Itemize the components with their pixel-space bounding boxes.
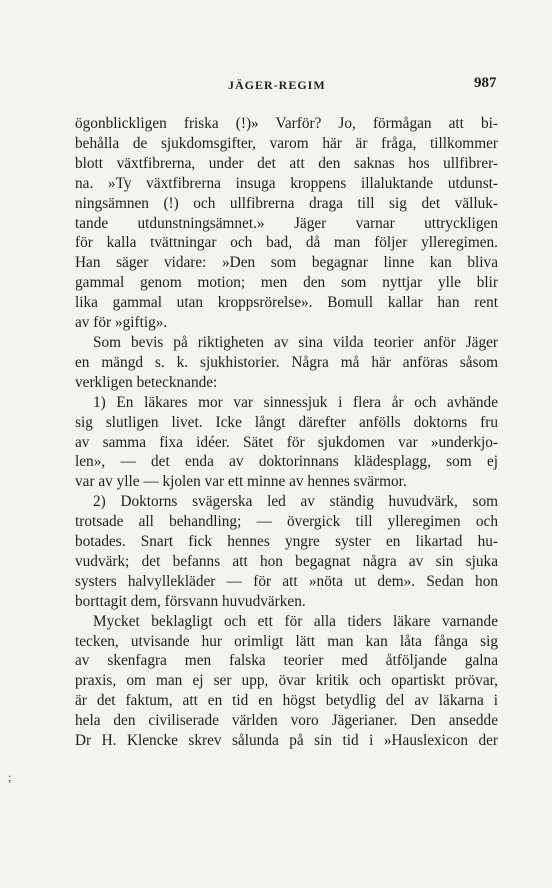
text-line: av samma fixa idéer. Sätet för sjukdomen var »underkjo- — [75, 433, 498, 451]
body-text — [75, 114, 498, 751]
text-line: vudvärk; det befanns att hon begagnat några av sin sjuka — [75, 552, 498, 570]
text-line: Som bevis på riktigheten av sina vilda teorier anför Jäger — [93, 333, 498, 351]
text-line: systers halvyllekläder — för att »nöta ut dem». Sedan hon — [75, 572, 498, 590]
text-line: sig slutligen livet. Icke långt därefter anfölls doktorns fru — [75, 413, 498, 431]
text-line: för kalla tvättningar och bad, då man följer ylleregimen. — [75, 234, 498, 252]
margin-mark: ; — [8, 770, 12, 784]
text-line: av skenfagra men falska teorier med åtföljande galna — [75, 652, 498, 670]
text-line: na. »Ty växtfibrerna insuga kroppens illaluktande utdunst- — [75, 174, 498, 192]
text-line: var av ylle — kjolen var ett minne av hennes svärmor. — [75, 473, 407, 491]
text-line: verkligen betecknande: — [75, 373, 218, 391]
text-line: borttagit dem, försvann huvudvärken. — [75, 592, 306, 610]
text-line: tande utdunstningsämnet.» Jäger varnar uttryckligen — [75, 214, 498, 232]
text-line: trotsade all behandling; — övergick till ylleregimen och — [75, 513, 498, 531]
paragraph-block — [75, 114, 498, 751]
text-line: gammal genom motion; men den som nyttjar ylle blir — [75, 274, 498, 292]
text-line: Dr H. Klencke skrev sålunda på sin tid i »Hauslexicon der — [75, 732, 498, 750]
text-line: praxis, om man ej ser upp, övar kritik och opartiskt prövar, — [75, 672, 498, 690]
text-line: 2) Doktorns svägerska led av ständig huvudvärk, som — [93, 493, 498, 511]
text-line: Han säger vidare: »Den som begagnar linne kan bliva — [75, 254, 498, 272]
text-line: en mängd s. k. sjukhistorier. Några må här anföras såsom — [75, 353, 498, 371]
text-line: ningsämnen (!) och ullfibrerna draga till sig det välluk- — [75, 194, 498, 212]
text-line: blott växtfibrerna, under det att den saknas hos ullfibrer- — [75, 154, 498, 172]
text-line: botades. Snart fick hennes yngre syster en likartad hu- — [75, 533, 498, 551]
running-head-title: JÄGER-REGIM — [228, 78, 326, 92]
text-line: ögonblickligen friska (!)» Varför? Jo, förmågan att bi- — [75, 115, 498, 132]
text-line: Mycket beklagligt och ett för alla tiders läkare varnande — [93, 612, 498, 630]
running-head — [0, 75, 552, 98]
page-number: 987 — [474, 75, 497, 91]
text-line: tecken, utvisande hur orimligt lätt man kan låta fånga sig — [75, 632, 498, 650]
text-line: är det faktum, att en tid en högst betydlig del av läkarna i — [75, 692, 498, 710]
text-line: lika gammal utan kroppsrörelse». Bomull kallar han rent — [75, 294, 498, 312]
text-line: len», — det enda av doktorinnans klädesplagg, som ej — [75, 453, 498, 471]
text-line: av för »giftig». — [75, 314, 168, 332]
text-line: behålla de sjukdomsgifter, varom här är fråga, tillkommer — [75, 134, 498, 152]
text-line: hela den civiliserade världen voro Jägerianer. Den ansedde — [75, 712, 498, 730]
text-line: 1) En läkares mor var sinnessjuk i flera år och avhände — [93, 393, 498, 411]
